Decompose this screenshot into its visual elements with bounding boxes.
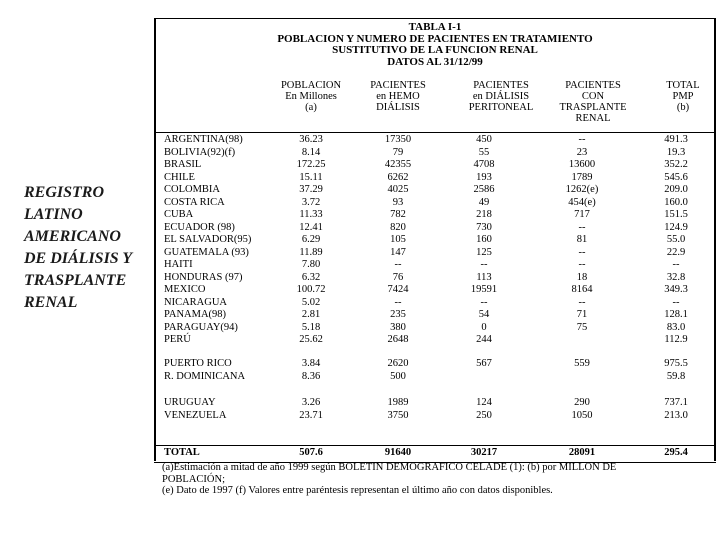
cell-country: HAITI	[164, 259, 193, 270]
cell-pmp: 491.3	[664, 134, 688, 145]
table-row	[156, 184, 714, 196]
cell-hemo: 4025	[387, 184, 409, 195]
cell-pob: 25.62	[299, 334, 323, 345]
cell-tras: 1050	[571, 410, 593, 421]
cell-pob: 6.29	[301, 234, 321, 245]
header-line: PACIENTES	[370, 80, 426, 91]
cell-hemo: --	[394, 259, 402, 270]
cell-peri: 218	[476, 209, 492, 220]
header-line: POBLACION	[280, 80, 342, 91]
cell-pob: 8.14	[301, 146, 321, 158]
side-title-line: TRASPLANTE	[24, 272, 127, 289]
cell-tras: --	[578, 246, 586, 258]
header-poblacion	[274, 80, 348, 113]
footnote-line: POBLACIÓN;	[162, 473, 226, 485]
column-headers	[156, 80, 714, 132]
total-cell-peri: 30217	[470, 447, 498, 458]
cell-country: VENEZUELA	[164, 410, 227, 421]
cell-tras: 18	[576, 271, 588, 283]
cell-peri: --	[480, 259, 488, 270]
table-row	[156, 272, 714, 284]
cell-country: HONDURAS (97)	[164, 271, 243, 283]
cell-hemo: 6262	[387, 171, 409, 183]
cell-country: COLOMBIA	[164, 184, 221, 195]
cell-hemo: 79	[392, 146, 404, 158]
cell-country: EL SALVADOR(95)	[164, 234, 252, 245]
cell-pob: 100.72	[296, 284, 326, 295]
header-total-pmp	[652, 80, 714, 113]
table-row	[156, 147, 714, 159]
header-peritoneal	[448, 80, 554, 113]
total-cell-pob: 507.6	[299, 447, 323, 458]
cell-pob: 11.89	[299, 246, 323, 258]
cell-country: URUGUAY	[164, 397, 216, 408]
cell-peri: 125	[476, 246, 492, 258]
cell-hemo: 147	[390, 246, 406, 258]
header-line: TRASPLANTE	[559, 102, 627, 113]
cell-peri: 567	[476, 358, 492, 369]
cell-peri: 54	[478, 309, 490, 320]
total-cell-country: TOTAL	[164, 447, 200, 458]
cell-hemo: 7424	[387, 284, 409, 295]
side-title-line: REGISTRO	[24, 184, 105, 201]
cell-tras: 1262(e)	[565, 184, 599, 195]
cell-hemo: 93	[392, 196, 404, 208]
side-title-line: RENAL	[24, 294, 78, 311]
cell-peri: 113	[476, 271, 492, 283]
cell-hemo: 3750	[387, 410, 409, 421]
cell-country: GUATEMALA (93)	[164, 246, 249, 258]
cell-peri: 730	[476, 221, 492, 233]
cell-country: ARGENTINA(98)	[164, 134, 243, 145]
table-row	[156, 222, 714, 234]
cell-hemo: 17350	[384, 134, 412, 145]
table-row	[156, 334, 714, 346]
cell-hemo: 500	[390, 371, 406, 382]
header-line: PACIENTES	[565, 80, 621, 91]
cell-pob: 5.02	[301, 296, 321, 308]
total-cell-tras: 28091	[568, 447, 596, 458]
cell-tras: --	[578, 221, 586, 233]
cell-country: CUBA	[164, 209, 194, 220]
cell-country: CHILE	[164, 171, 195, 183]
cell-peri: 0	[481, 321, 487, 333]
cell-pmp: 151.5	[664, 209, 688, 220]
cell-pob: 11.33	[299, 209, 323, 220]
header-hemodialisis	[362, 80, 434, 113]
cell-peri: 193	[476, 171, 492, 183]
cell-pmp: 349.3	[664, 284, 688, 295]
cell-country: ECUADOR (98)	[164, 221, 235, 233]
cell-hemo: 105	[390, 234, 406, 245]
cell-tras: --	[578, 134, 586, 145]
cell-pob: 37.29	[299, 184, 323, 195]
cell-country: BRASIL	[164, 159, 202, 170]
cell-country: PARAGUAY(94)	[164, 321, 238, 333]
table-row	[156, 358, 714, 370]
cell-tras: 290	[574, 397, 590, 408]
table-caption	[156, 22, 714, 68]
cell-pmp: 545.6	[664, 171, 688, 183]
cell-pmp: 128.1	[664, 309, 688, 320]
cell-tras: 717	[574, 209, 590, 220]
cell-country: PERÚ	[164, 334, 191, 345]
cell-peri: --	[480, 296, 488, 308]
cell-pmp: 83.0	[666, 321, 686, 333]
cell-pob: 6.32	[301, 271, 321, 283]
table-title-line: SUSTITUTIVO DE LA FUNCION RENAL	[332, 44, 538, 56]
table-row	[156, 410, 714, 422]
cell-pob: 5.18	[301, 321, 321, 333]
table-row	[156, 259, 714, 271]
cell-country: BOLIVIA(92)(f)	[164, 146, 236, 158]
cell-country: R. DOMINICANA	[164, 371, 246, 382]
cell-pob: 8.36	[301, 371, 321, 382]
cell-peri: 124	[476, 397, 492, 408]
cell-tras: 71	[576, 309, 588, 320]
cell-tras: 13600	[568, 159, 596, 170]
cell-country: PANAMA(98)	[164, 309, 227, 320]
total-row	[156, 447, 714, 459]
table-row	[156, 284, 714, 296]
header-line: RENAL	[575, 113, 611, 124]
cell-hemo: 1989	[387, 397, 409, 408]
cell-hemo: 380	[390, 321, 406, 333]
header-divider	[156, 132, 714, 133]
cell-pmp: 209.0	[664, 184, 688, 195]
table-row	[156, 297, 714, 309]
total-cell-pmp: 295.4	[664, 447, 688, 458]
cell-peri: 49	[478, 196, 490, 208]
cell-pmp: 124.9	[664, 221, 688, 233]
cell-hemo: 820	[390, 221, 406, 233]
cell-pmp: 59.8	[666, 371, 686, 382]
cell-hemo: --	[394, 296, 402, 308]
cell-tras: 23	[576, 146, 588, 158]
table-title-line: POBLACION Y NUMERO DE PACIENTES EN TRATAMIENTO	[277, 32, 593, 45]
footnote-line: (a)Estimación a mitad de año 1999 según BOLETIN DEMOGRAFICO CELADE (1): (b) por MILLON DE	[162, 462, 617, 473]
cell-hemo: 235	[390, 309, 406, 320]
cell-pob: 12.41	[299, 221, 323, 233]
cell-pob: 15.11	[299, 171, 323, 183]
table-date: DATOS AL 31/12/99	[387, 55, 483, 68]
cell-peri: 160	[476, 234, 492, 245]
total-cell-hemo: 91640	[384, 447, 412, 458]
header-line: En Millones	[285, 91, 337, 102]
cell-country: PUERTO RICO	[164, 358, 232, 369]
cell-tras: 81	[576, 234, 588, 245]
cell-hemo: 2648	[387, 334, 409, 345]
table-row	[156, 247, 714, 259]
cell-peri: 19591	[470, 284, 498, 295]
cell-peri: 4708	[473, 159, 495, 170]
cell-pmp: 975.5	[664, 358, 688, 369]
cell-tras: --	[578, 296, 586, 308]
side-title-line: DE DIÁLISIS Y	[24, 250, 133, 267]
cell-hemo: 2620	[387, 358, 409, 369]
table-number: TABLA I-1	[408, 21, 462, 33]
cell-pob: 23.71	[299, 410, 323, 421]
cell-pob: 2.81	[301, 309, 321, 320]
table-row	[156, 234, 714, 246]
header-line: (b)	[676, 102, 690, 113]
header-line: (a)	[305, 102, 317, 113]
header-line: DIÁLISIS	[376, 102, 420, 113]
cell-pmp: 352.2	[664, 159, 688, 170]
cell-hemo: 42355	[384, 159, 412, 170]
cell-pmp: --	[672, 296, 680, 308]
cell-pob: 3.26	[301, 397, 321, 408]
side-title	[24, 182, 164, 314]
table-row	[156, 172, 714, 184]
cell-country: NICARAGUA	[164, 296, 227, 308]
table-row	[156, 209, 714, 221]
cell-peri: 55	[478, 146, 490, 158]
cell-tras: 454(e)	[568, 196, 596, 208]
table-row	[156, 309, 714, 321]
cell-pob: 3.84	[301, 358, 321, 369]
cell-pob: 7.80	[301, 259, 321, 270]
cell-pmp: 19.3	[666, 146, 686, 158]
cell-pmp: 22.9	[666, 246, 686, 258]
footnotes	[162, 462, 714, 497]
table-row	[156, 197, 714, 209]
cell-pmp: 55.0	[666, 234, 686, 245]
header-line: PERITONEAL	[468, 102, 534, 113]
table-right-border	[714, 18, 716, 461]
cell-hemo: 782	[390, 209, 406, 220]
header-line: en DIÁLISIS	[472, 91, 530, 102]
header-line: en HEMO	[376, 91, 420, 102]
cell-pmp: 32.8	[666, 271, 686, 283]
side-title-line: AMERICANO	[24, 228, 121, 245]
cell-tras: --	[578, 259, 586, 270]
table-row	[156, 397, 714, 409]
cell-pmp: 737.1	[664, 397, 688, 408]
cell-pmp: --	[672, 259, 680, 270]
cell-peri: 244	[476, 334, 492, 345]
cell-pmp: 160.0	[664, 196, 688, 208]
cell-pob: 172.25	[296, 159, 326, 170]
cell-pmp: 112.9	[664, 334, 688, 345]
header-trasplante	[556, 80, 630, 124]
cell-peri: 250	[476, 410, 492, 421]
total-divider	[156, 445, 714, 446]
cell-tras: 8164	[571, 284, 593, 295]
table-row	[156, 159, 714, 171]
cell-peri: 2586	[473, 184, 495, 195]
table-row	[156, 322, 714, 334]
header-line: TOTAL	[666, 80, 700, 91]
table-row	[156, 134, 714, 146]
header-line: PMP	[672, 91, 694, 102]
cell-peri: 450	[476, 134, 492, 145]
cell-pob: 36.23	[299, 134, 323, 145]
cell-tras: 559	[574, 358, 590, 369]
cell-pmp: 213.0	[664, 410, 688, 421]
cell-tras: 75	[576, 321, 588, 333]
cell-hemo: 76	[392, 271, 404, 283]
cell-country: MEXICO	[164, 284, 206, 295]
cell-country: COSTA RICA	[164, 196, 225, 208]
header-line: CON	[581, 91, 605, 102]
cell-pob: 3.72	[301, 196, 321, 208]
table-row	[156, 371, 714, 383]
cell-tras: 1789	[571, 171, 593, 183]
header-line: PACIENTES	[473, 80, 529, 91]
footnote-line: (e) Dato de 1997 (f) Valores entre paréntesis representan el último año con datos disponibles.	[162, 485, 553, 496]
side-title-line: LATINO	[24, 206, 83, 223]
